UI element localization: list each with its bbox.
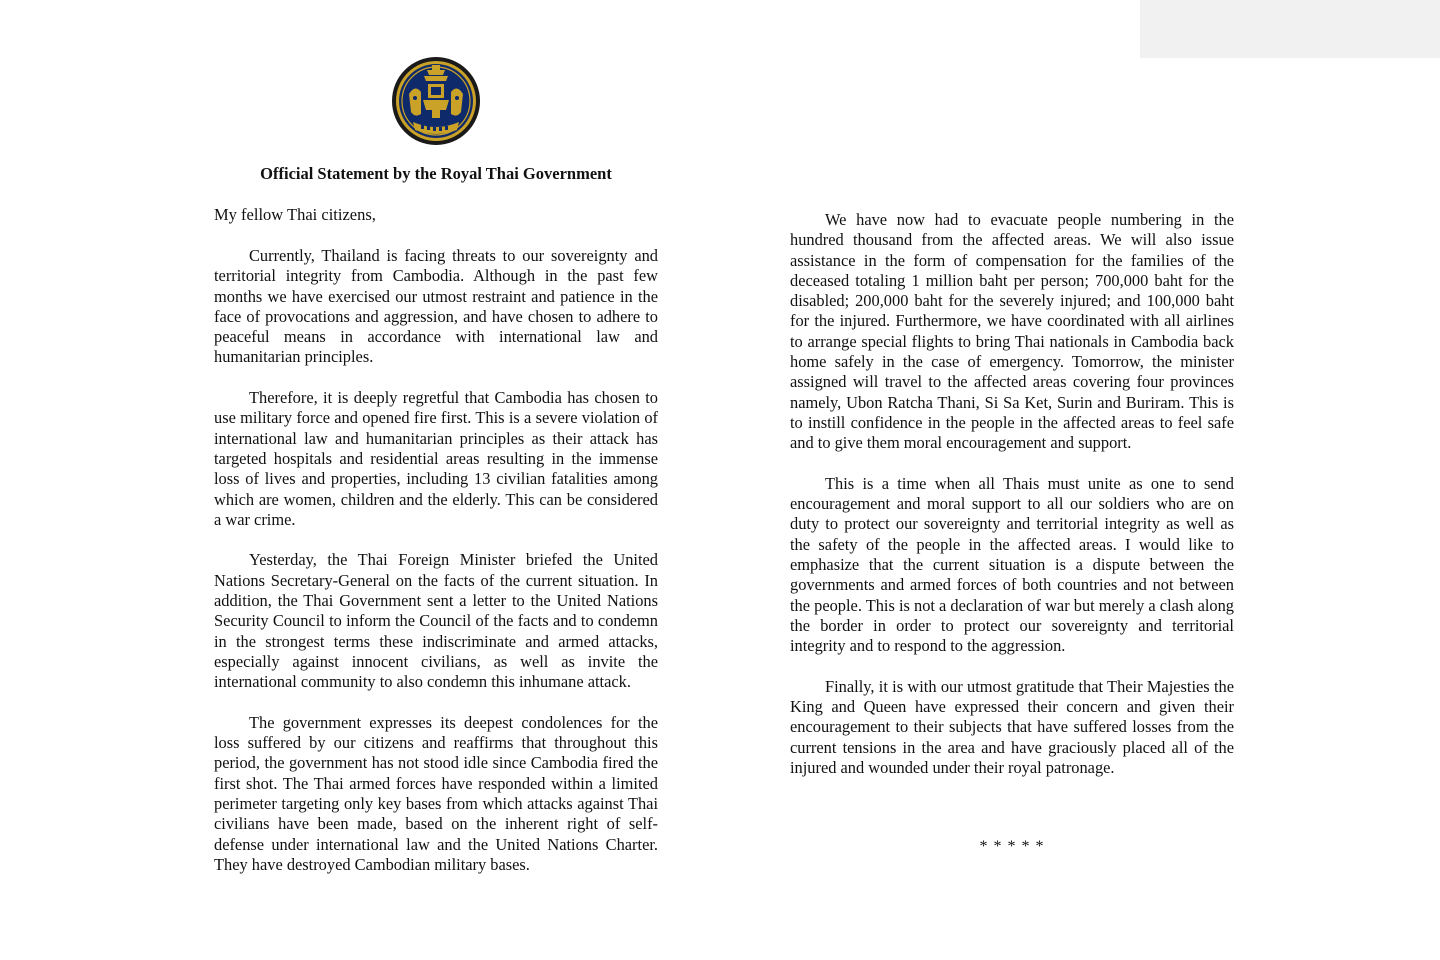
paragraph-united-nations: Yesterday, the Thai Foreign Minister briefed the United Nations Secretary-General on the facts of the current situation. In addition, the Thai Government sent a letter to the United Nations Security Council to inform the Council of the facts and to condemn in the strongest terms these indiscriminate and armed attacks, especially against innocent civilians, as well as invite the international community to also condemn this inhumane attack.	[214, 550, 658, 692]
right-column	[790, 210, 1234, 799]
paragraph-condolences: The government expresses its deepest condolences for the loss suffered by our citizens and reaffirms that throughout this period, the government has not stood idle since Cambodia fired the first shot. The Thai armed forces have responded within a limited perimeter targeting only key bases from which attacks against Thai civilians have been made, based on the inherent right of self-defense under international law and the United Nations Charter. They have destroyed Cambodian military bases.	[214, 712, 658, 874]
paragraph-sovereignty-threats: Currently, Thailand is facing threats to our sovereignty and territorial integrity from Cambodia. Although in the past few months we have exercised our utmost restraint and patience in the face of provocations and aggression, and have chosen to adhere to peaceful means in accordance with international law and humanitarian principles.	[214, 246, 658, 367]
left-column	[214, 246, 658, 896]
paragraph-unity: This is a time when all Thais must unite as one to send encouragement and moral support to all our soldiers who are on duty to protect our sovereignty and territorial integrity as well as the safety of the people in the affected areas. I would like to emphasize that the current situation is a dispute between the governments and armed forces of both countries and not between the people. This is not a declaration of war but merely a clash along the border in order to protect our sovereignty and territorial integrity and to respond to the aggression.	[790, 473, 1234, 656]
closing-mark: * * * * *	[979, 838, 1045, 855]
watermark-area	[1140, 0, 1440, 58]
paragraph-evacuation: We have now had to evacuate people numbering in the hundred thousand from the affected areas. We will also issue assistance in the form of compensation for the families of the deceased totaling 1 million baht per person; 700,000 baht for the disabled; 200,000 baht for the severely injured; and 100,000 baht for the injured. Furthermore, we have coordinated with all airlines to arrange special flights to bring Thai nationals in Cambodia back home safely in the case of emergency. Tomorrow, the minister assigned will travel to the affected areas covering four provinces namely, Ubon Ratcha Thani, Si Sa Ket, Surin and Buriram. This is to instill confidence in the people in the affected areas to feel safe and to give them moral encouragement and support.	[790, 210, 1234, 453]
statement-title: Official Statement by the Royal Thai Government	[260, 164, 612, 183]
paragraph-military-force: Therefore, it is deeply regretful that Cambodia has chosen to use military force and opened fire first. This is a severe violation of international law and humanitarian principles as their attack has targeted hospitals and residential areas resulting in the immense loss of lives and properties, including 13 civilian fatalities among which are women, children and the elderly. This can be considered a war crime.	[214, 388, 658, 529]
salutation: My fellow Thai citizens,	[214, 205, 376, 224]
paragraph-gratitude: Finally, it is with our utmost gratitude that Their Majesties the King and Queen have expressed their concern and given their encouragement to their subjects that have suffered losses from the current tensions in the area and have graciously placed all of the injured and wounded under their royal patronage.	[790, 676, 1234, 778]
royal-thai-government-seal-icon	[391, 56, 481, 146]
